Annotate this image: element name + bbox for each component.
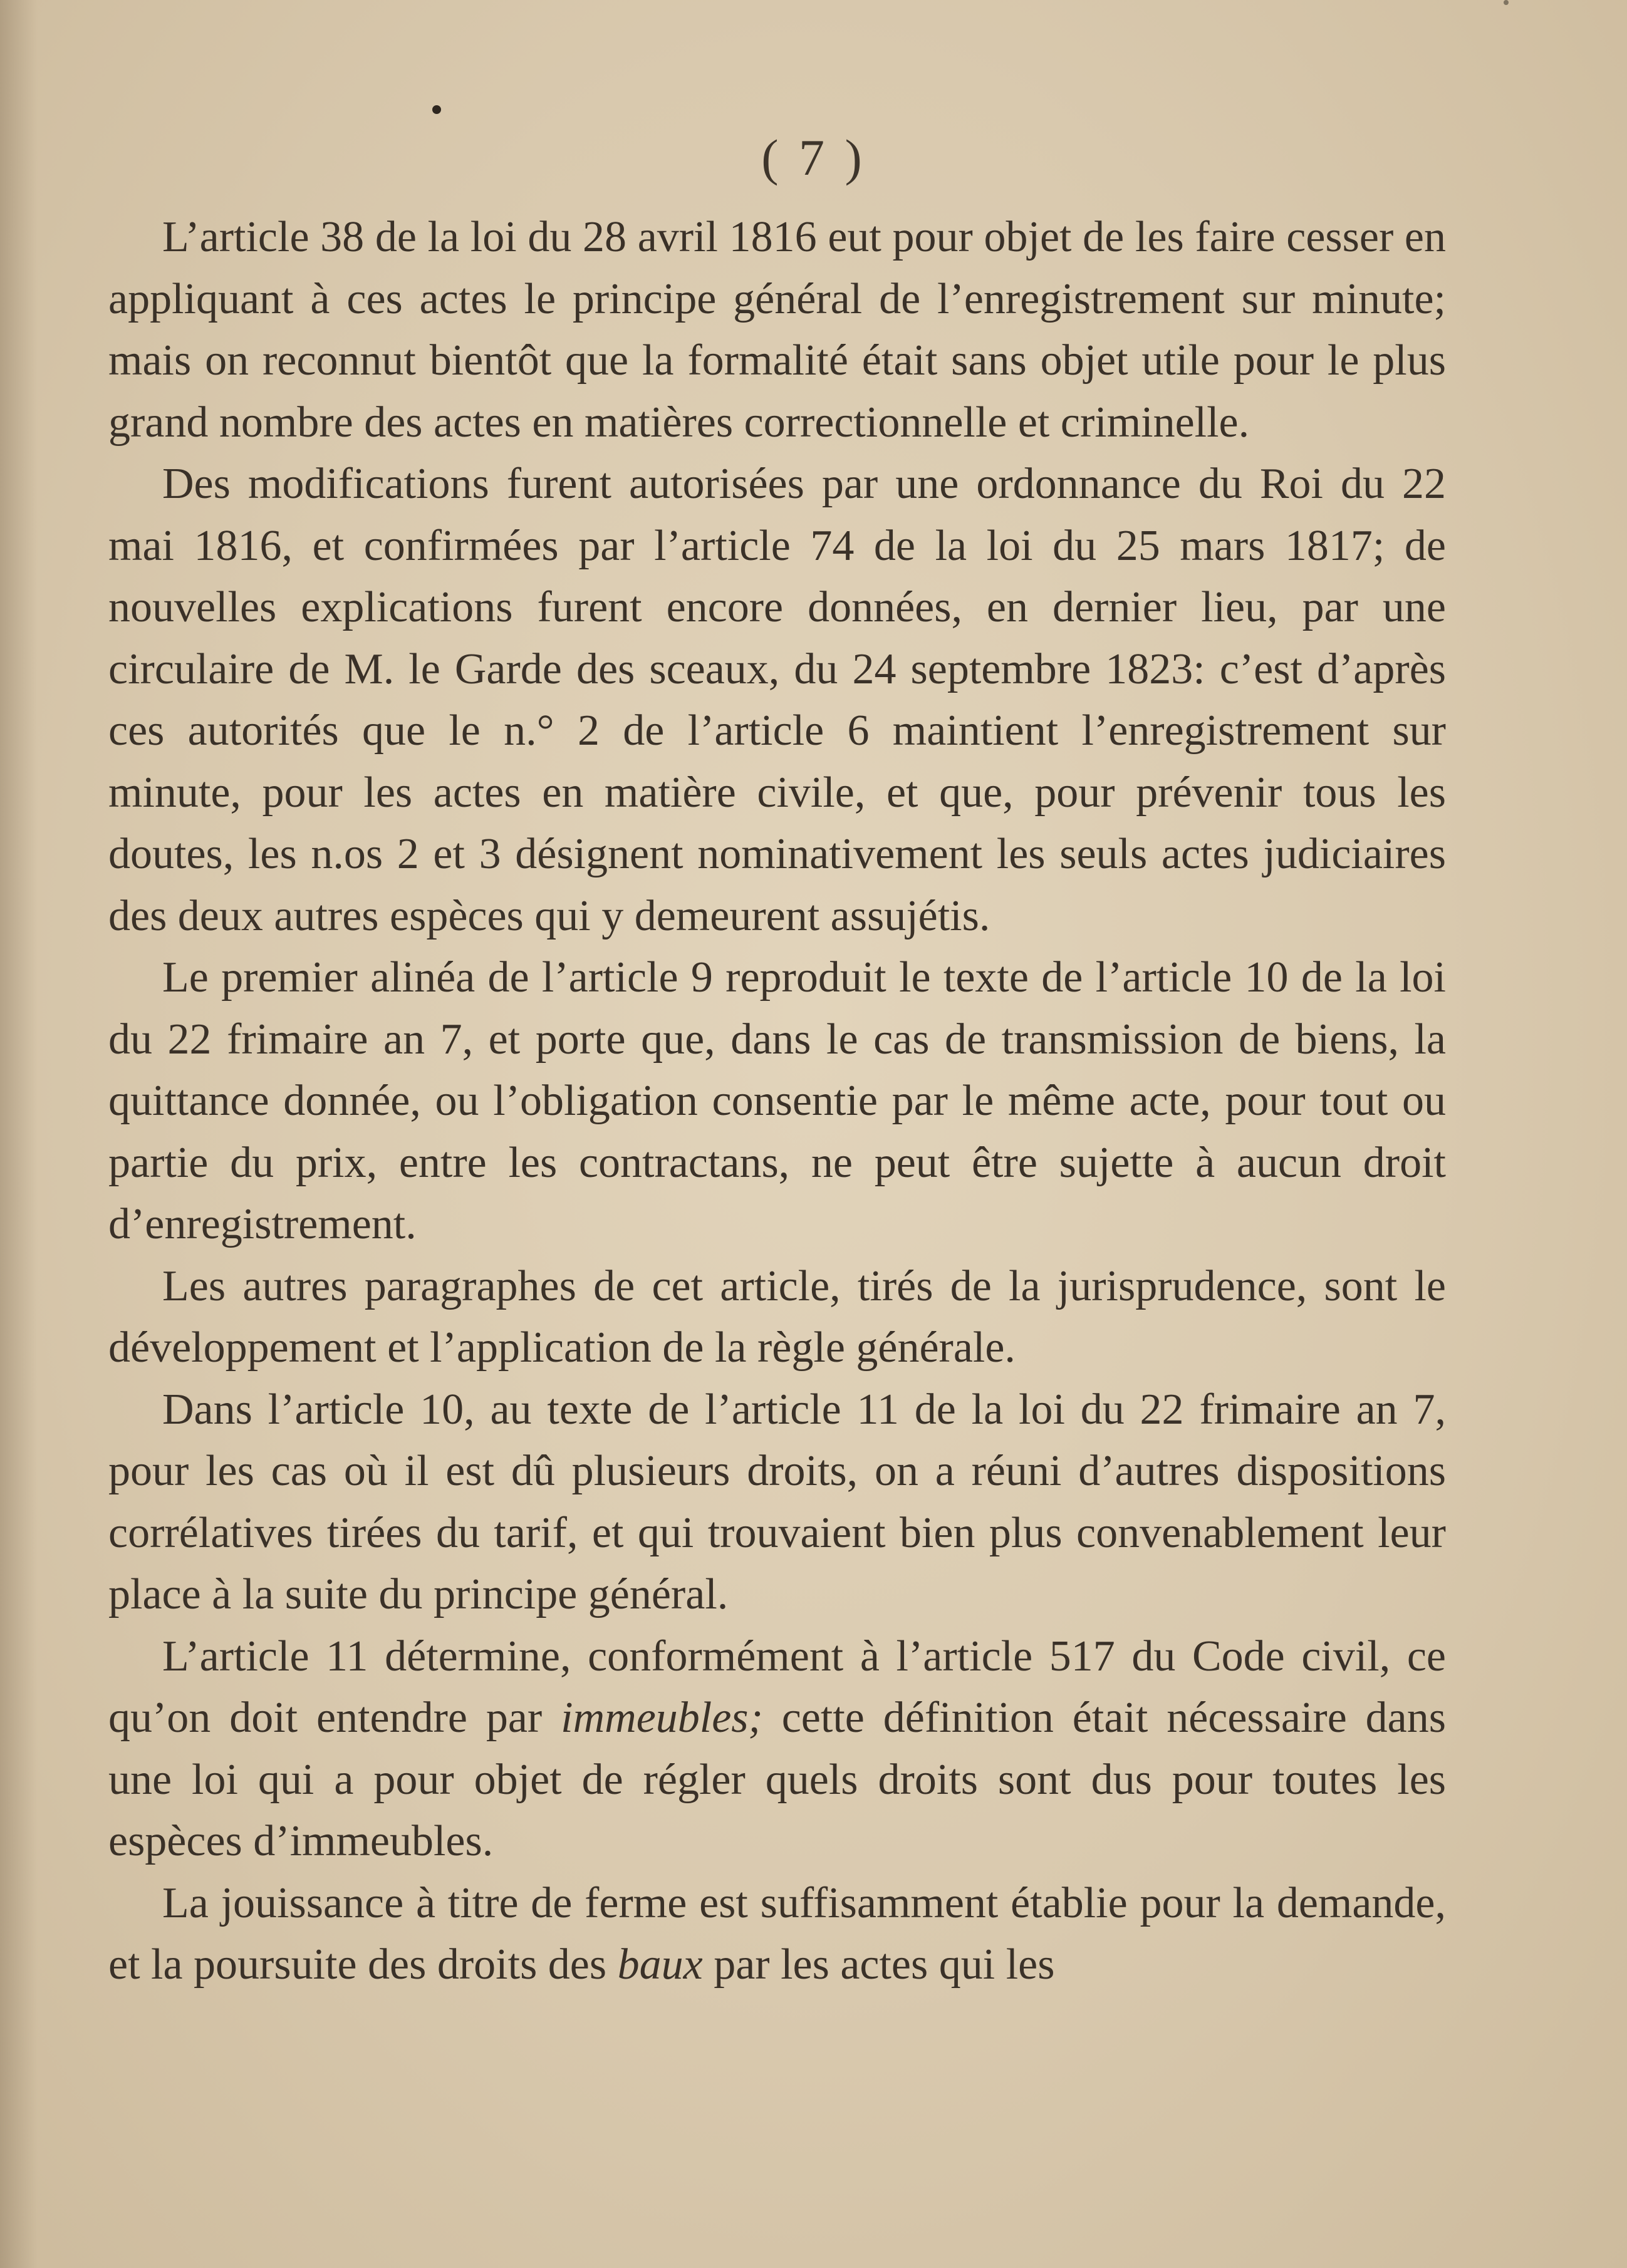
paragraph bbox=[108, 1873, 1446, 1996]
ink-speck bbox=[1504, 0, 1509, 5]
paragraph-text: L’article 11 détermine, conformément à l’article 517 du Code civil, ce qu’on doit entendre par bbox=[108, 1632, 1446, 1742]
paragraph bbox=[108, 453, 1446, 947]
paragraph bbox=[108, 1626, 1446, 1873]
page-number: ( 7 ) bbox=[761, 129, 866, 186]
paragraph-text: Le premier alinéa de l’article 9 reproduit le texte de l’article 10 de la loi du 22 frimaire an 7, et porte que, dans le cas de transmission de biens, la quittance donnée, ou l’obligation consentie par le même acte, pour tout ou partie du prix, entre les contractans, ne peut être sujette à aucun droit d’enregistrement. bbox=[108, 953, 1446, 1248]
italic-term-baux: baux bbox=[617, 1940, 703, 1989]
paragraph-text: La jouissance à titre de ferme est suffisamment établie pour la demande, et la poursuite des droits des bbox=[108, 1878, 1446, 1989]
paragraph-text: Les autres paragraphes de cet article, tirés de la jurisprudence, sont le développement et l’application de la règle générale. bbox=[108, 1261, 1446, 1372]
paragraph bbox=[108, 207, 1446, 453]
paragraph bbox=[108, 1256, 1446, 1379]
paragraph-text: cette définition était nécessaire dans une loi qui a pour objet de régler quels droits sont dus pour toutes les espèces d’immeubles. bbox=[108, 1694, 1446, 1865]
paragraph bbox=[108, 947, 1446, 1256]
paragraph bbox=[108, 1379, 1446, 1626]
paragraph-text: Dans l’article 10, au texte de l’article 11 de la loi du 22 frimaire an 7, pour les cas où il est dû plusieurs droits, on a réuni d’autres dispositions corrélatives tirées du tarif, et qui trouvaient bien plus convenablement leur place à la suite du principe général. bbox=[108, 1385, 1446, 1618]
paragraph-text: par les actes qui les bbox=[702, 1940, 1055, 1989]
body-text bbox=[108, 207, 1446, 1996]
ink-speck bbox=[432, 105, 441, 114]
paragraph-text: L’article 38 de la loi du 28 avril 1816 eut pour objet de les faire cesser en appliquant à ces actes le principe général de l’enregistrement sur minute; mais on reconnut bientôt que la formalité était sans objet utile pour le plus grand nombre des actes en matières correctionnelle et criminelle. bbox=[108, 213, 1446, 447]
page-edge-shadow bbox=[0, 0, 38, 2268]
italic-term-immeubles: immeubles; bbox=[561, 1694, 763, 1742]
paragraph-text: Des modifications furent autorisées par une ordonnance du Roi du 22 mai 1816, et confirmées par l’article 74 de la loi du 25 mars 1817; de nouvelles explications furent encore données, en dernier lieu, par une circulaire de M. le Garde des sceaux, du 24 septembre 1823: c’est d’après ces autorités que le n.° 2 de l’article 6 maintient l’enregistrement sur minute, pour les actes en matière civile, et que, pour prévenir tous les doutes, les n.os 2 et 3 désignent nominativement les seuls actes judiciaires des deux autres espèces qui y demeurent assujétis. bbox=[108, 460, 1446, 940]
